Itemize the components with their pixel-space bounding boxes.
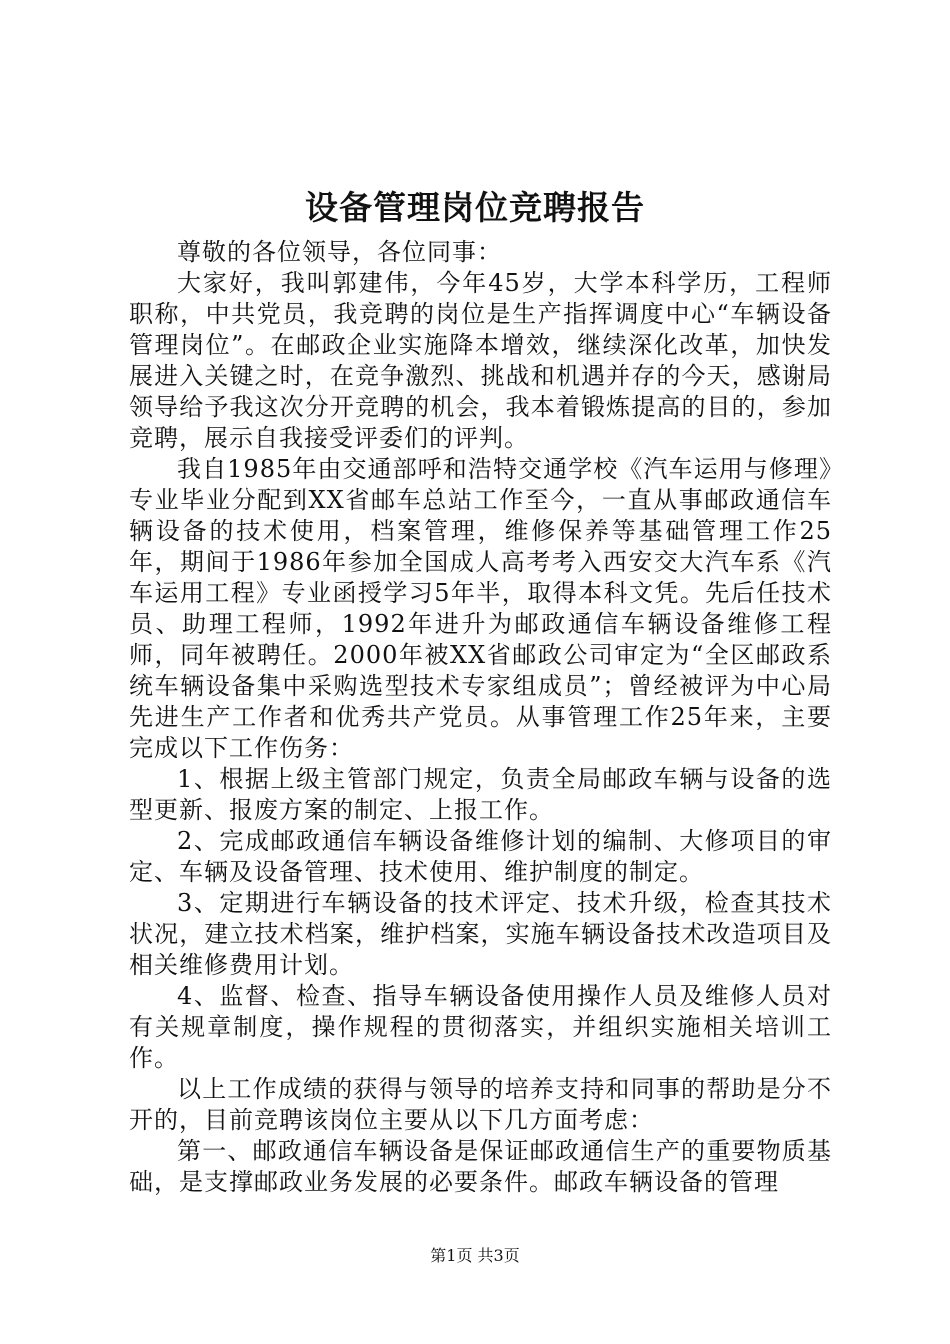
- list-item-paragraph: 4、监督、检查、指导车辆设备使用操作人员及维修人员对有关规章制度，操作规程的贯彻落实，并组织实施相关培训工作。: [129, 982, 832, 1072]
- body-paragraph: 第一、邮政通信车辆设备是保证邮政通信生产的重要物质基础，是支撑邮政业务发展的必要条件。邮政车辆设备的管理: [129, 1137, 832, 1196]
- list-item-paragraph: 3、定期进行车辆设备的技术评定、技术升级，检查其技术状况，建立技术档案，维护档案，实施车辆设备技术改造项目及相关维修费用计划。: [129, 889, 832, 979]
- page-footer: 第1页 共3页: [430, 1246, 520, 1265]
- body-paragraph: 以上工作成绩的获得与领导的培养支持和同事的帮助是分不开的，目前竞聘该岗位主要从以下几方面考虑：: [129, 1075, 832, 1134]
- document-title: 设备管理岗位竞聘报告: [305, 188, 645, 227]
- list-item-paragraph: 2、完成邮政通信车辆设备维修计划的编制、大修项目的审定、车辆及设备管理、技术使用、维护制度的制定。: [129, 827, 832, 886]
- greeting-paragraph: 尊敬的各位领导，各位同事：: [177, 238, 502, 266]
- list-item-paragraph: 1、根据上级主管部门规定，负责全局邮政车辆与设备的选型更新、报废方案的制定、上报工作。: [129, 765, 832, 824]
- body-paragraph: 我自1985年由交通部呼和浩特交通学校《汽车运用与修理》专业毕业分配到XX省邮车总站工作至今，一直从事邮政通信车辆设备的技术使用，档案管理，维修保养等基础管理工作25年，期间于1986年参加全国成人高考考入西安交大汽车系《汽车运用工程》专业函授学习5年半，取得本科文凭。先后任技术员、助理工程师，1992年进升为邮政通信车辆设备维修工程师，同年被聘任。2000年被XX省邮政公司审定为“全区邮政系统车辆设备集中采购选型技术专家组成员”；曾经被评为中心局先进生产工作者和优秀共产党员。从事管理工作25年来，主要完成以下工作伤务：: [129, 455, 832, 762]
- document-body: [129, 237, 832, 1198]
- body-paragraph: 大家好，我叫郭建伟，今年45岁，大学本科学历，工程师职称，中共党员，我竞聘的岗位是生产指挥调度中心“车辆设备管理岗位”。在邮政企业实施降本增效，继续深化改革，加快发展进入关键之时，在竞争激烈、挑战和机遇并存的今天，感谢局领导给予我这次分开竞聘的机会，我本着锻炼提高的目的，参加竞聘，展示自我接受评委们的评判。: [129, 269, 832, 452]
